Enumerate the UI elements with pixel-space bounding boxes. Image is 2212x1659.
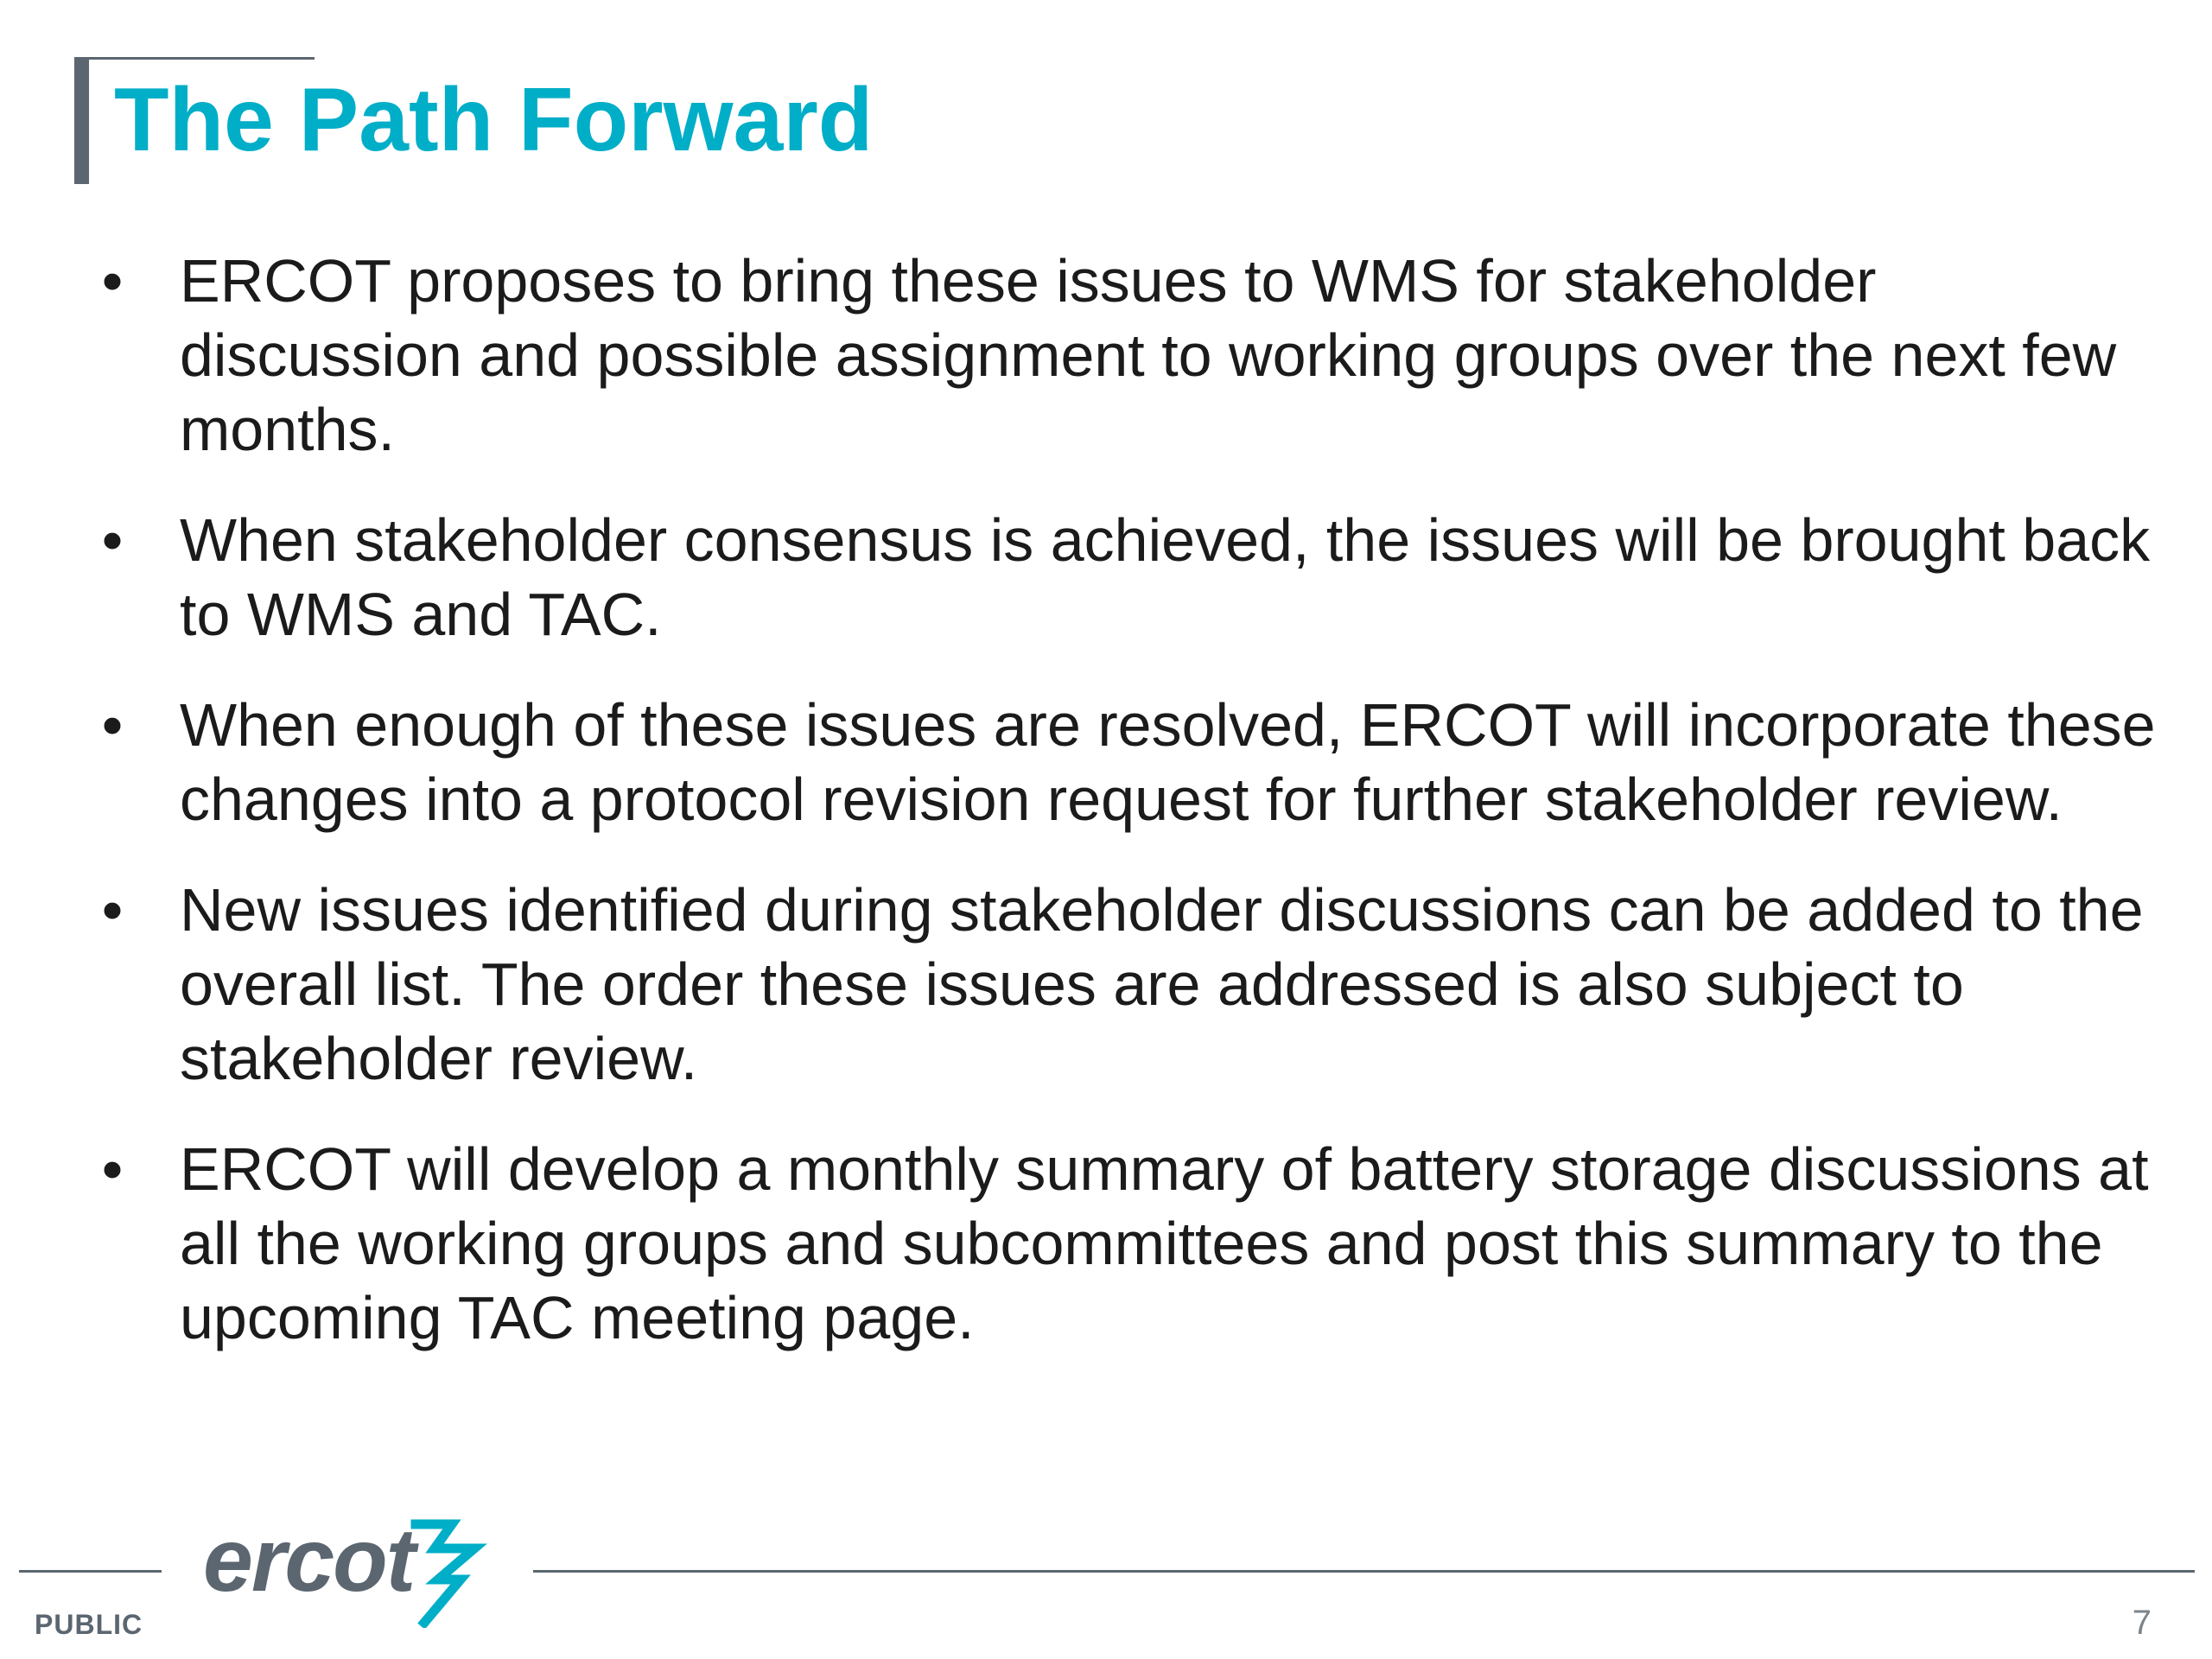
bullet-dot: • bbox=[101, 247, 124, 315]
bullet-item bbox=[86, 503, 2160, 652]
bullet-item bbox=[86, 688, 2160, 836]
lightning-bolt-icon bbox=[400, 1516, 495, 1628]
bullet-item bbox=[86, 244, 2160, 467]
bullet-text: When enough of these issues are resolved, ERCOT will incorporate these changes into a protocol revision request for further stakeholder review. bbox=[180, 691, 2156, 833]
bullet-text: ERCOT proposes to bring these issues to WMS for stakeholder discussion and possible assignment to working groups over the next few months. bbox=[180, 247, 2117, 463]
bullet-dot: • bbox=[101, 876, 124, 944]
bullet-dot: • bbox=[101, 1135, 124, 1203]
title-accent-bar bbox=[74, 57, 89, 184]
bullet-list bbox=[86, 244, 2160, 1391]
slide-title: The Path Forward bbox=[114, 70, 874, 170]
page-number: 7 bbox=[2132, 1604, 2152, 1642]
bullet-text: New issues identified during stakeholder discussions can be added to the overall list. The order these issues are addressed is also subject to stakeholder review. bbox=[180, 876, 2144, 1092]
title-accent-rule bbox=[74, 57, 315, 60]
ercot-logo bbox=[203, 1512, 497, 1633]
logo-wordmark: ercot bbox=[203, 1510, 415, 1611]
bullet-item bbox=[86, 1132, 2160, 1355]
bullet-dot: • bbox=[101, 691, 124, 759]
footer-divider-left bbox=[19, 1570, 162, 1573]
footer-divider-right bbox=[533, 1570, 2195, 1573]
bullet-item bbox=[86, 873, 2160, 1096]
bullet-dot: • bbox=[101, 506, 124, 574]
bullet-text: ERCOT will develop a monthly summary of battery storage discussions at all the working groups and subcommittees and post this summary to the upcoming TAC meeting page. bbox=[180, 1135, 2149, 1351]
classification-label: PUBLIC bbox=[35, 1609, 143, 1640]
bullet-text: When stakeholder consensus is achieved, the issues will be brought back to WMS and TAC. bbox=[180, 506, 2151, 648]
